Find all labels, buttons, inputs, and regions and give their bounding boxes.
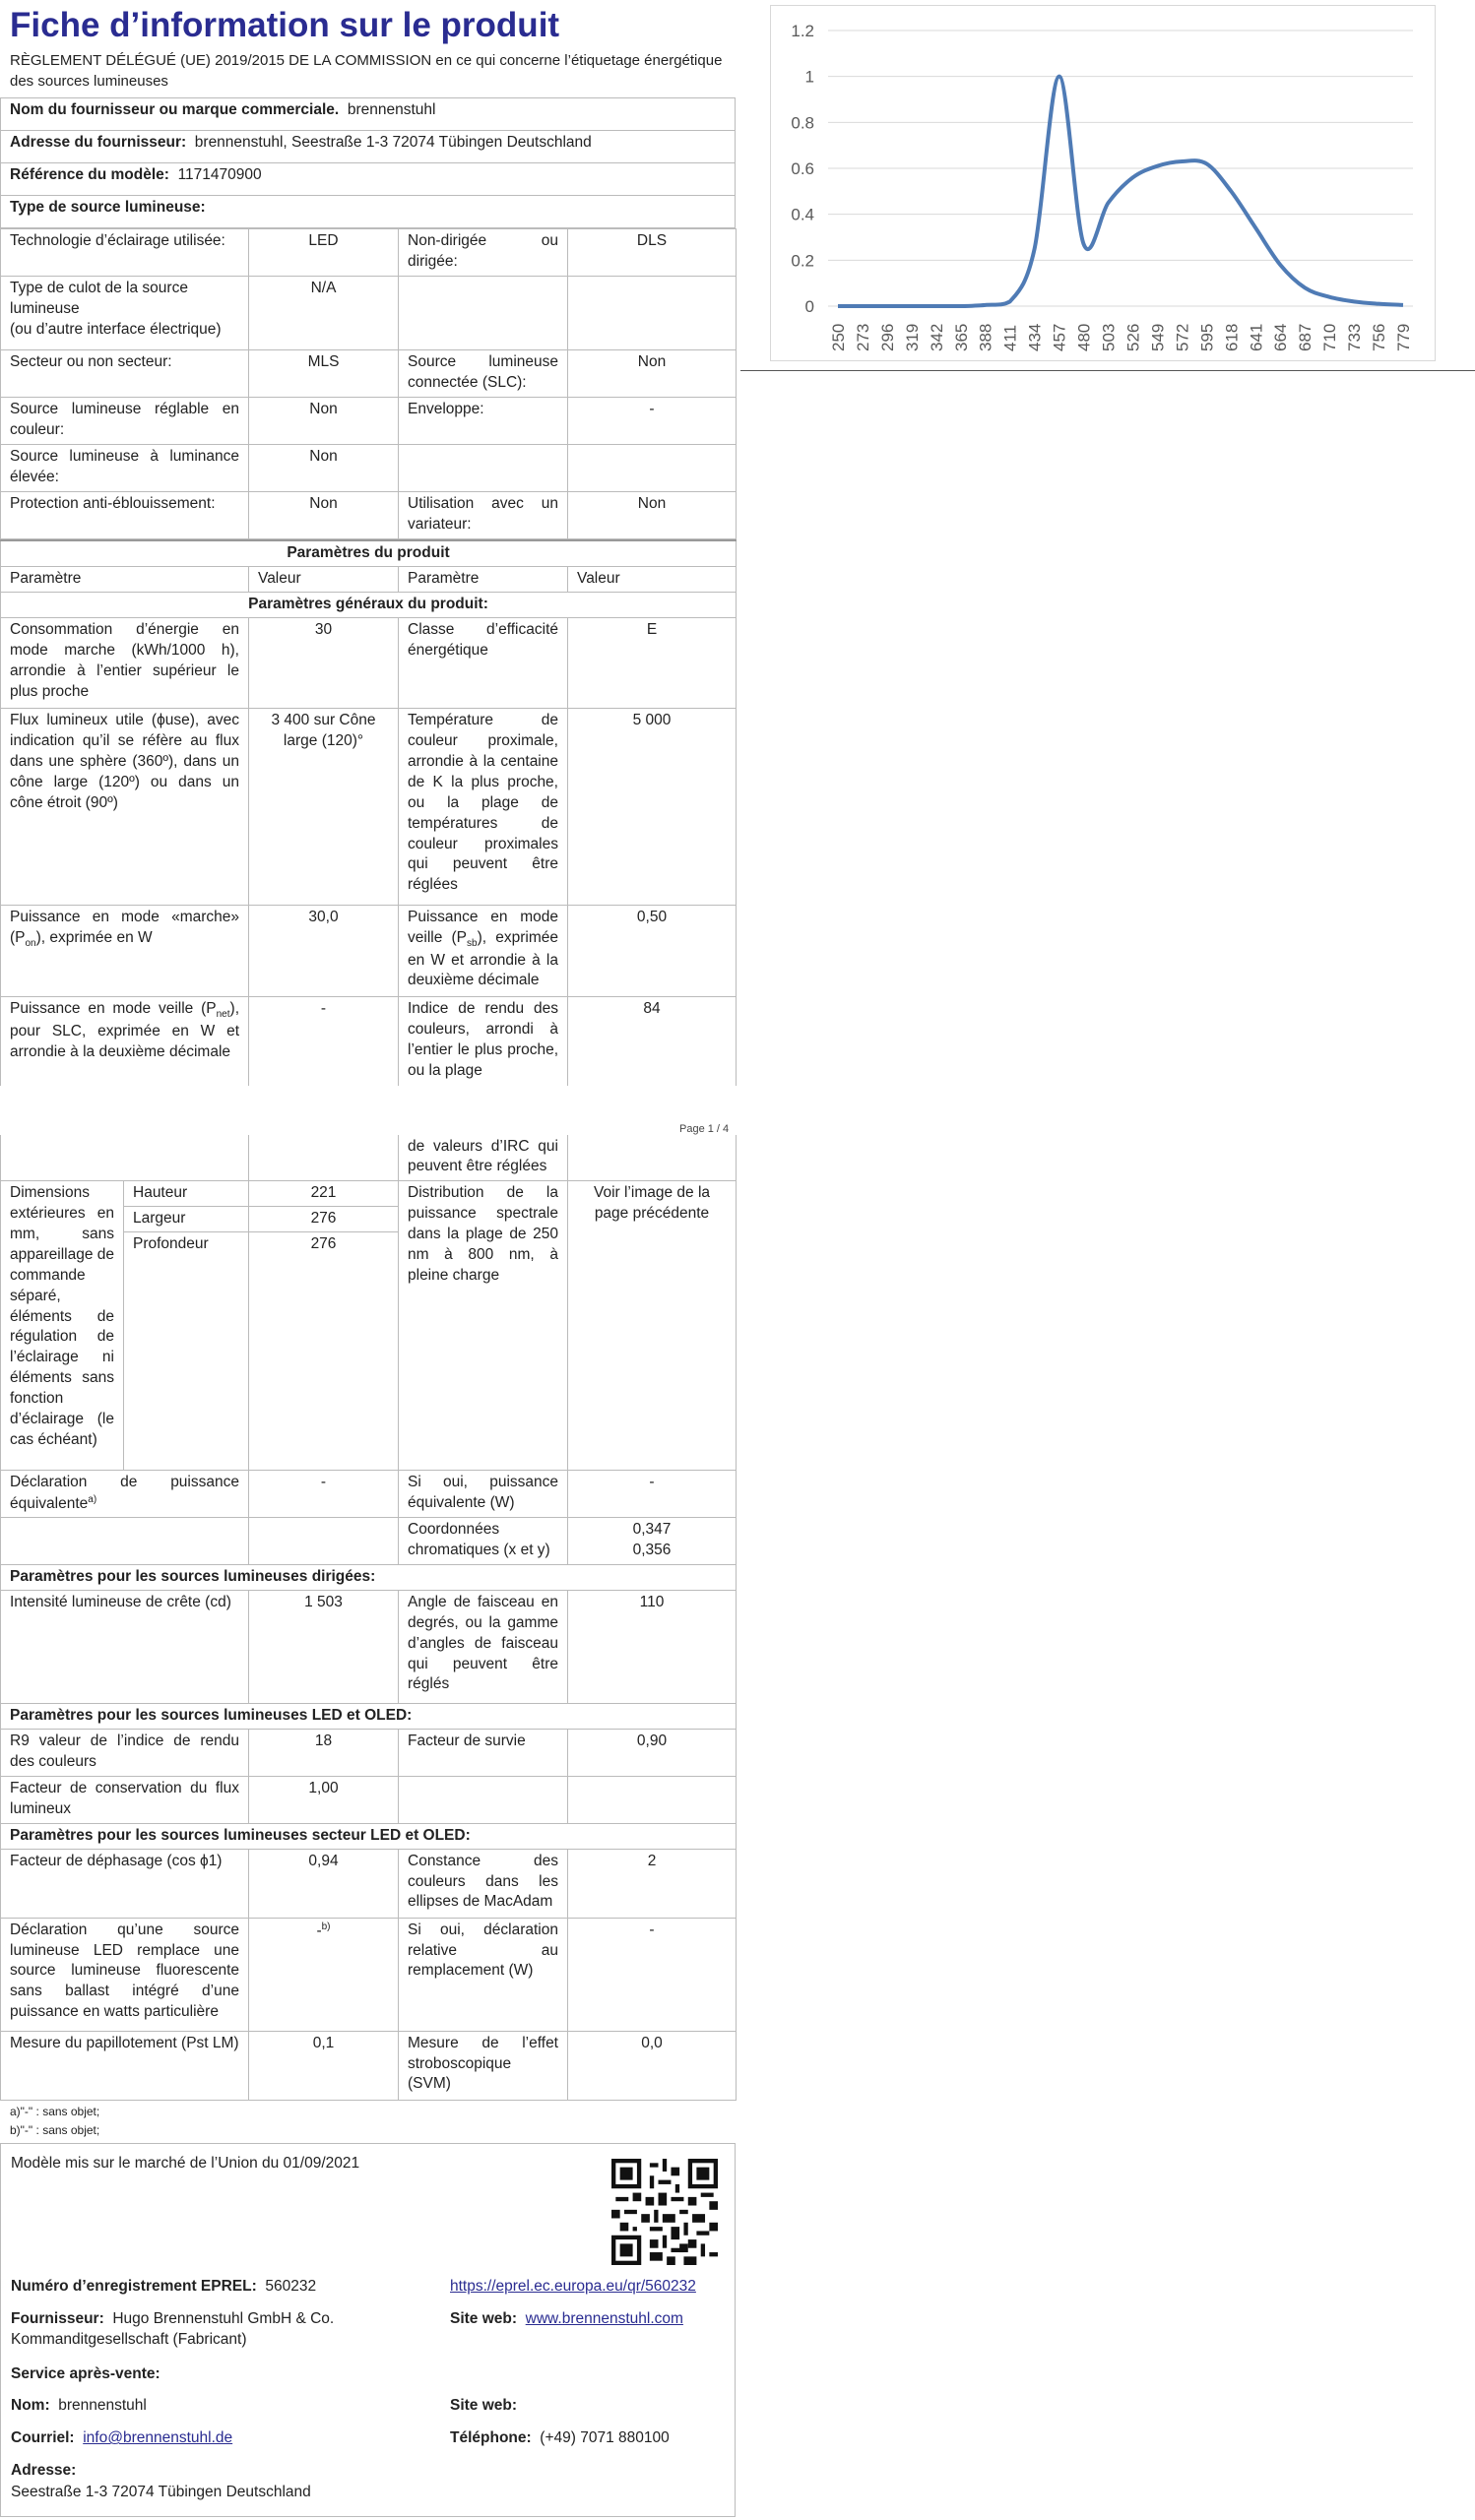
x-tick-label: 388 — [976, 323, 995, 351]
email-link[interactable]: info@brennenstuhl.de — [83, 2429, 233, 2447]
subscript: on — [25, 938, 36, 950]
cell-value: Voir l’image de la page précédente — [568, 1181, 737, 1471]
divider-line — [740, 370, 1475, 371]
website-link[interactable]: www.brennenstuhl.com — [525, 2310, 683, 2328]
cell-value: 1,00 — [249, 1776, 399, 1823]
cell-value: Non — [249, 492, 399, 539]
cell-value: Non — [249, 398, 399, 445]
page-number: Page 1 / 4 — [679, 1123, 730, 1135]
cell-value: - — [568, 398, 737, 445]
cell-label: Facteur de conservation du flux lumineux — [1, 1776, 249, 1823]
cell-value: N/A — [249, 277, 399, 350]
cell-value: Non — [568, 492, 737, 539]
cell-label: Source lumineuse connectée (SLC): — [399, 350, 568, 398]
supplier-address-label: Adresse du fournisseur: — [10, 134, 187, 152]
eprel-link[interactable]: https://eprel.ec.europa.eu/qr/560232 — [450, 2278, 696, 2296]
cell-label: R9 valeur de l’indice de rendu des couleurs — [1, 1729, 249, 1776]
cell-label: Puissance en mode «marche» (P — [10, 909, 239, 946]
cell-label: Intensité lumineuse de crête (cd) — [1, 1590, 249, 1703]
led-params-header: Paramètres pour les sources lumineuses LED et OLED: — [1, 1703, 737, 1729]
cell-label: ), exprimée en W — [35, 928, 153, 946]
col-header: Valeur — [568, 567, 737, 593]
footnotes — [0, 2101, 737, 2144]
x-tick-label: 296 — [877, 323, 897, 351]
email-label: Courriel: — [11, 2429, 75, 2447]
col-header: Valeur — [249, 567, 399, 593]
y-tick-label: 1.2 — [791, 22, 814, 40]
cell-value: 30,0 — [249, 906, 399, 997]
cell-value: 84 — [568, 997, 737, 1086]
product-fiche — [0, 0, 737, 2517]
x-tick-label: 319 — [902, 323, 922, 351]
cell-label: de valeurs d’IRC qui peuvent être réglées — [399, 1135, 568, 1181]
cell-value: - — [316, 1922, 322, 1939]
cell-label: Facteur de déphasage (cos ϕ1) — [1, 1849, 249, 1918]
cell-label: Indice de rendu des couleurs, arrondi à l’entier le plus proche, ou la plage — [408, 1000, 558, 1079]
product-params-table — [0, 539, 737, 1085]
y-tick-label: 0.8 — [791, 113, 814, 133]
col-header: Paramètre — [399, 567, 568, 593]
footnote-b: b)"-" : sans objet; — [10, 2123, 100, 2138]
cell-label: Classe d’efficacité énergétique — [399, 618, 568, 709]
cell-label: Si oui, déclaration relative au remplacement (W) — [399, 1918, 568, 2031]
cell-value: 0,50 — [568, 906, 737, 997]
cell-label: Mesure de l’effet stroboscopique (SVM) — [399, 2031, 568, 2100]
cell-value: 5 000 — [568, 709, 737, 906]
x-tick-label: 641 — [1247, 323, 1266, 351]
website2-label: Site web: — [450, 2397, 518, 2415]
registration-box — [0, 2143, 736, 2517]
x-tick-label: 687 — [1296, 323, 1315, 351]
cell-label: Source lumineuse réglable en couleur: — [1, 398, 249, 445]
supplier-name: brennenstuhl — [347, 101, 436, 119]
eprel-number: 560232 — [265, 2278, 317, 2296]
x-tick-label: 434 — [1025, 323, 1045, 351]
cell-value: - — [568, 1470, 737, 1517]
model-number: 1171470900 — [177, 166, 262, 184]
cell-value: 221 — [249, 1181, 399, 1207]
cell-label: Non-dirigée ou dirigée: — [399, 229, 568, 277]
cell-label: Consommation d’énergie en mode marche (kWh/1000 h), arrondie à l’entier supérieur le plus proche — [1, 618, 249, 709]
cell-label: Puissance en mode veille (P — [408, 909, 558, 946]
cell-label: Source lumineuse à luminance élevée: — [1, 445, 249, 492]
cell-label: Déclaration qu’une source lumineuse LED remplace une source lumineuse fluorescente sans ballast intégré d’une puissance en watts particulière — [1, 1918, 249, 2031]
supplier-value: Hugo Brennenstuhl GmbH & Co. Kommanditgesellschaft (Fabricant) — [11, 2310, 335, 2349]
x-tick-label: 480 — [1074, 323, 1094, 351]
cell-label: (ou d’autre interface électrique) — [10, 321, 222, 339]
chromaticity-y: 0,356 — [632, 1541, 672, 1558]
footnote-ref: b) — [321, 1921, 331, 1932]
supplier-name-label: Nom du fournisseur ou marque commerciale. — [10, 101, 340, 119]
cell-label: Dimensions extérieures en mm, sans appareillage de commande séparé, éléments de régulation de l’éclairage ni éléments sans fonction d’éclairage (le cas échéant) — [1, 1181, 124, 1471]
cell-label: Type de culot de la source lumineuse — [10, 280, 188, 318]
x-tick-label: 250 — [829, 323, 848, 351]
spectral-chart-svg — [771, 6, 1437, 362]
cell-label: Distribution de la puissance spectrale dans la plage de 250 nm à 800 nm, à pleine charge — [399, 1181, 568, 1471]
x-tick-label: 549 — [1148, 323, 1168, 351]
website-label: Site web: — [450, 2310, 518, 2328]
general-params-header: Paramètres généraux du produit: — [1, 593, 737, 618]
x-tick-label: 710 — [1320, 323, 1340, 351]
cell-label: Facteur de survie — [399, 1729, 568, 1776]
y-tick-label: 0.6 — [791, 159, 814, 178]
cell-value: - — [249, 997, 399, 1086]
cell-value: MLS — [249, 350, 399, 398]
cell-value: 276 — [249, 1206, 399, 1231]
cell-label: ), pour SLC, exprimée en W et arrondie à la deuxième décimale — [10, 1000, 239, 1060]
cell-label: Hauteur — [124, 1181, 249, 1207]
x-tick-label: 503 — [1099, 323, 1119, 351]
cell-label: Utilisation avec un variateur: — [399, 492, 568, 539]
phone-label: Téléphone: — [450, 2429, 532, 2447]
x-tick-label: 572 — [1173, 323, 1192, 351]
x-tick-label: 756 — [1370, 323, 1389, 351]
x-tick-label: 733 — [1345, 323, 1365, 351]
cell-label: Protection anti-éblouissement: — [1, 492, 249, 539]
cell-label: Largeur — [124, 1206, 249, 1231]
address-label: Adresse: — [11, 2462, 77, 2480]
cell-label: Angle de faisceau en degrés, ou la gamme d’angles de faisceau qui peuvent être réglés — [399, 1590, 568, 1703]
cell-value: 1 503 — [249, 1590, 399, 1703]
cell-value: 30 — [249, 618, 399, 709]
product-params-table-cont — [0, 1135, 737, 2101]
cell-label: Mesure du papillotement (Pst LM) — [1, 2031, 249, 2100]
params-header: Paramètres du produit — [1, 540, 737, 566]
cell-label: ), exprimée en W et arrondie à la deuxième décimale — [408, 928, 558, 989]
x-tick-label: 365 — [951, 323, 971, 351]
cell-label: Flux lumineux utile (ϕuse), avec indication qu’il se réfère au flux dans une sphère (360º), dans un cône large (120º) ou dans un cône étroit (90º) — [1, 709, 249, 906]
cell-label: Enveloppe: — [399, 398, 568, 445]
cell-label: Puissance en mode veille (P — [10, 1000, 217, 1018]
cell-label: Température de couleur proximale, arrondie à la centaine de K la plus proche, ou la plage de températures de couleur proximales qui peuvent être réglées — [399, 709, 568, 906]
y-tick-label: 0 — [804, 297, 814, 316]
cell-value: 0,1 — [249, 2031, 399, 2100]
phone-value: (+49) 7071 880100 — [540, 2429, 670, 2447]
x-tick-label: 342 — [927, 323, 946, 351]
subscript: net — [216, 1009, 230, 1021]
cell-label: Déclaration de puissance équivalente — [10, 1473, 239, 1512]
supplier-table — [0, 97, 736, 228]
cell-value: Non — [249, 445, 399, 492]
cell-value: 0,90 — [568, 1729, 737, 1776]
name-value: brennenstuhl — [58, 2397, 147, 2415]
cell-value: 276 — [249, 1231, 399, 1470]
x-tick-label: 779 — [1394, 323, 1413, 351]
cell-value: DLS — [568, 229, 737, 277]
cell-label: Technologie d’éclairage utilisée: — [1, 229, 249, 277]
x-tick-label: 595 — [1197, 323, 1217, 351]
supplier-address: brennenstuhl, Seestraße 1-3 72074 Tübingen Deutschland — [194, 134, 592, 152]
y-tick-label: 0.4 — [791, 205, 814, 224]
mains-led-params-header: Paramètres pour les sources lumineuses secteur LED et OLED: — [1, 1823, 737, 1849]
cell-value: 0,94 — [249, 1849, 399, 1918]
col-header: Paramètre — [1, 567, 249, 593]
cell-label: Constance des couleurs dans les ellipses de MacAdam — [399, 1849, 568, 1918]
cell-value: 110 — [568, 1590, 737, 1703]
supplier-label: Fournisseur: — [11, 2310, 104, 2328]
cell-value: 0,0 — [568, 2031, 737, 2100]
cell-value: 3 400 sur Cône large (120)° — [249, 709, 399, 906]
cell-value: Non — [568, 350, 737, 398]
footnote-ref: a) — [88, 1493, 97, 1505]
market-date: Modèle mis sur le marché de l’Union du 01/09/2021 — [11, 2155, 360, 2173]
after-sales-label: Service après-vente: — [11, 2365, 160, 2383]
x-tick-label: 273 — [853, 323, 872, 351]
model-label: Référence du modèle: — [10, 166, 169, 184]
cell-label: Profondeur — [124, 1231, 249, 1470]
cell-value: 2 — [568, 1849, 737, 1918]
subscript: sb — [467, 938, 478, 950]
page-title: Fiche d’information sur le produit — [10, 6, 560, 44]
x-tick-label: 526 — [1123, 323, 1143, 351]
light-source-type-header: Type de source lumineuse: — [1, 196, 736, 228]
cell-label: Si oui, puissance équivalente (W) — [399, 1470, 568, 1517]
address-value: Seestraße 1-3 72074 Tübingen Deutschland — [11, 2484, 311, 2501]
footnote-a: a)"-" : sans objet; — [10, 2104, 100, 2118]
light-source-type-table — [0, 228, 737, 539]
chromaticity-x: 0,347 — [632, 1520, 672, 1538]
series-line — [838, 77, 1403, 306]
cell-value: 18 — [249, 1729, 399, 1776]
x-tick-label: 664 — [1271, 323, 1291, 351]
x-tick-label: 411 — [1000, 324, 1020, 351]
cell-label: Coordonnées chromatiques (x et y) — [399, 1517, 568, 1564]
directional-params-header: Paramètres pour les sources lumineuses dirigées: — [1, 1564, 737, 1590]
name-label: Nom: — [11, 2397, 50, 2415]
y-tick-label: 0.2 — [791, 251, 814, 271]
y-tick-label: 1 — [804, 67, 814, 87]
qr-code-icon — [611, 2159, 718, 2265]
cell-value: E — [568, 618, 737, 709]
x-tick-label: 457 — [1050, 323, 1069, 351]
regulation-text: RÈGLEMENT DÉLÉGUÉ (UE) 2019/2015 DE LA COMMISSION en ce qui concerne l’étiquetage énergétique des sources lumineuses — [10, 52, 723, 91]
spectral-chart — [770, 5, 1436, 361]
x-tick-label: 618 — [1222, 323, 1242, 351]
cell-value: - — [568, 1918, 737, 2031]
cell-value: LED — [249, 229, 399, 277]
eprel-label: Numéro d’enregistrement EPREL: — [11, 2278, 257, 2296]
cell-value: - — [249, 1470, 399, 1517]
cell-label: Secteur ou non secteur: — [1, 350, 249, 398]
